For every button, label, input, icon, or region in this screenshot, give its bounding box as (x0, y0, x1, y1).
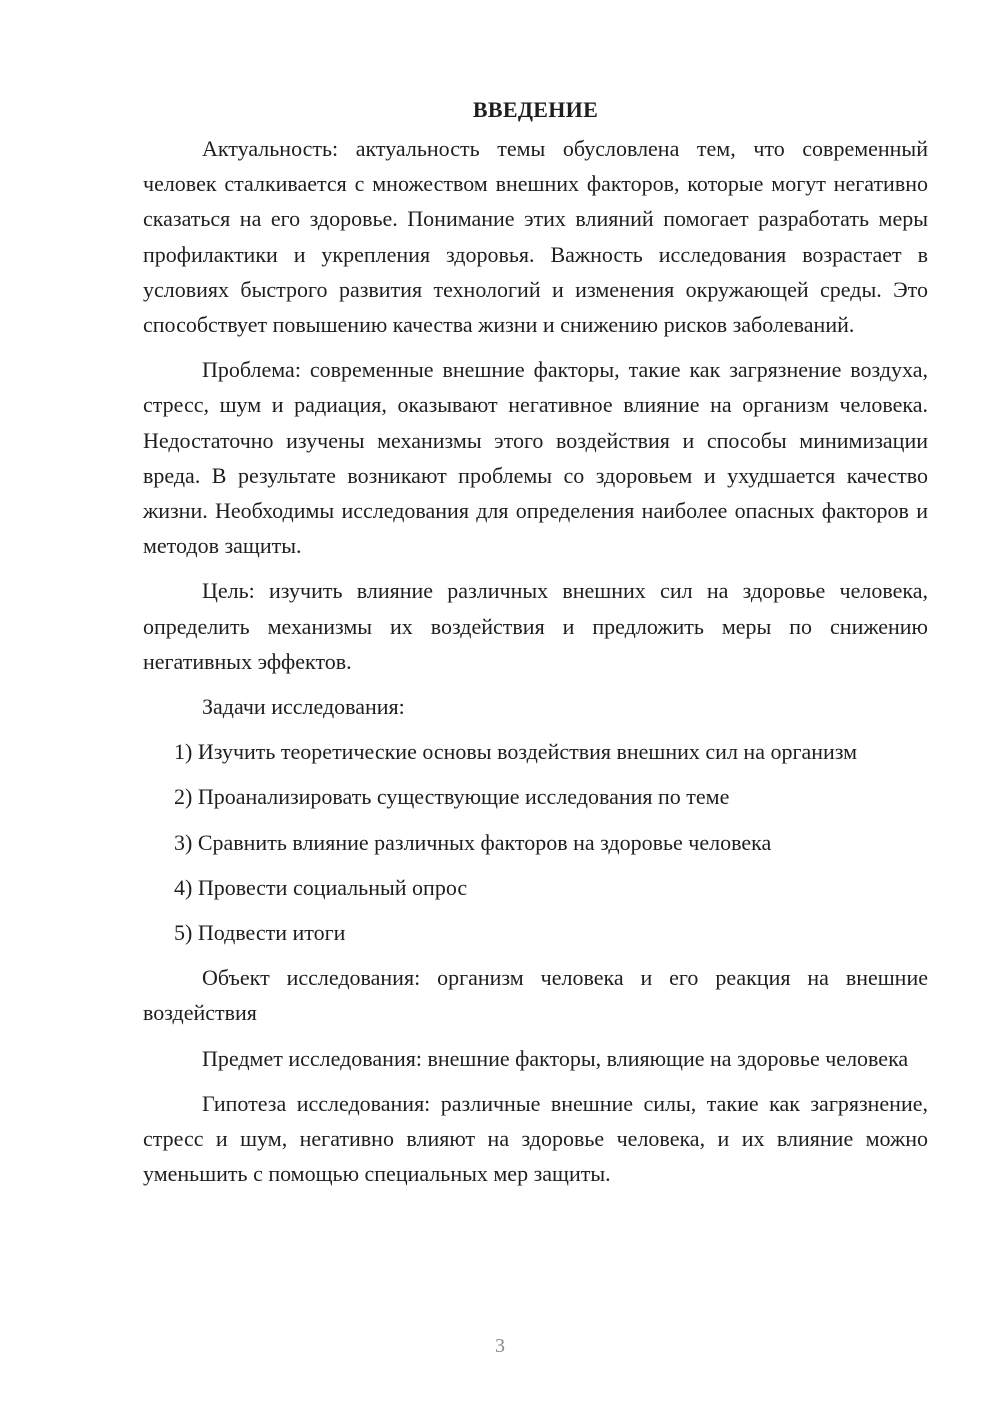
paragraph-hypothesis: Гипотеза исследования: различные внешние силы, такие как загрязнение, стресс и шум, негативно влияют на здоровье человека, и их влияние можно уменьшить с помощью специальных мер защиты. (143, 1090, 928, 1187)
document-page (143, 95, 928, 1201)
paragraph-goal: Цель: изучить влияние различных внешних сил на здоровье человека, определить механизмы их воздействия и предложить меры по снижению негативных эффектов. (143, 578, 928, 674)
page-title: ВВЕДЕНИЕ (472, 97, 599, 122)
list-item: 5) Подвести итоги (174, 920, 346, 946)
list-item: 2) Проанализировать существующие исследования по теме (174, 784, 730, 810)
list-item: 1) Изучить теоретические основы воздействия внешних сил на организм (174, 739, 858, 765)
paragraph-relevance: Актуальность: актуальность темы обусловлена тем, что современный человек сталкивается с множеством внешних факторов, которые могут негативно сказаться на его здоровье. Понимание этих влияний помогает разработать меры профилактики и укрепления здоровья. Важность исследования возрастает в условиях быстрого развития технологий и изменения окружающей среды. Это способствует повышению качества жизни и снижению рисков заболеваний. (143, 136, 928, 338)
tasks-list (143, 734, 928, 950)
page-number: 3 (495, 1335, 505, 1357)
paragraph-subject: Предмет исследования: внешние факторы, влияющие на здоровье человека (202, 1045, 909, 1071)
paragraph-object: Объект исследования: организм человека и его реакция на внешние воздействия (143, 965, 928, 1026)
paragraph-problem: Проблема: современные внешние факторы, такие как загрязнение воздуха, стресс, шум и радиация, оказывают негативное влияние на организм человека. Недостаточно изучены механизмы этого воздействия и способы минимизации вреда. В результате возникают проблемы со здоровьем и ухудшается качество жизни. Необходимы исследования для определения наиболее опасных факторов и методов защиты. (143, 357, 928, 559)
list-item: 3) Сравнить влияние различных факторов на здоровье человека (174, 829, 772, 855)
list-item: 4) Провести социальный опрос (174, 874, 468, 900)
tasks-heading: Задачи исследования: (202, 694, 405, 720)
